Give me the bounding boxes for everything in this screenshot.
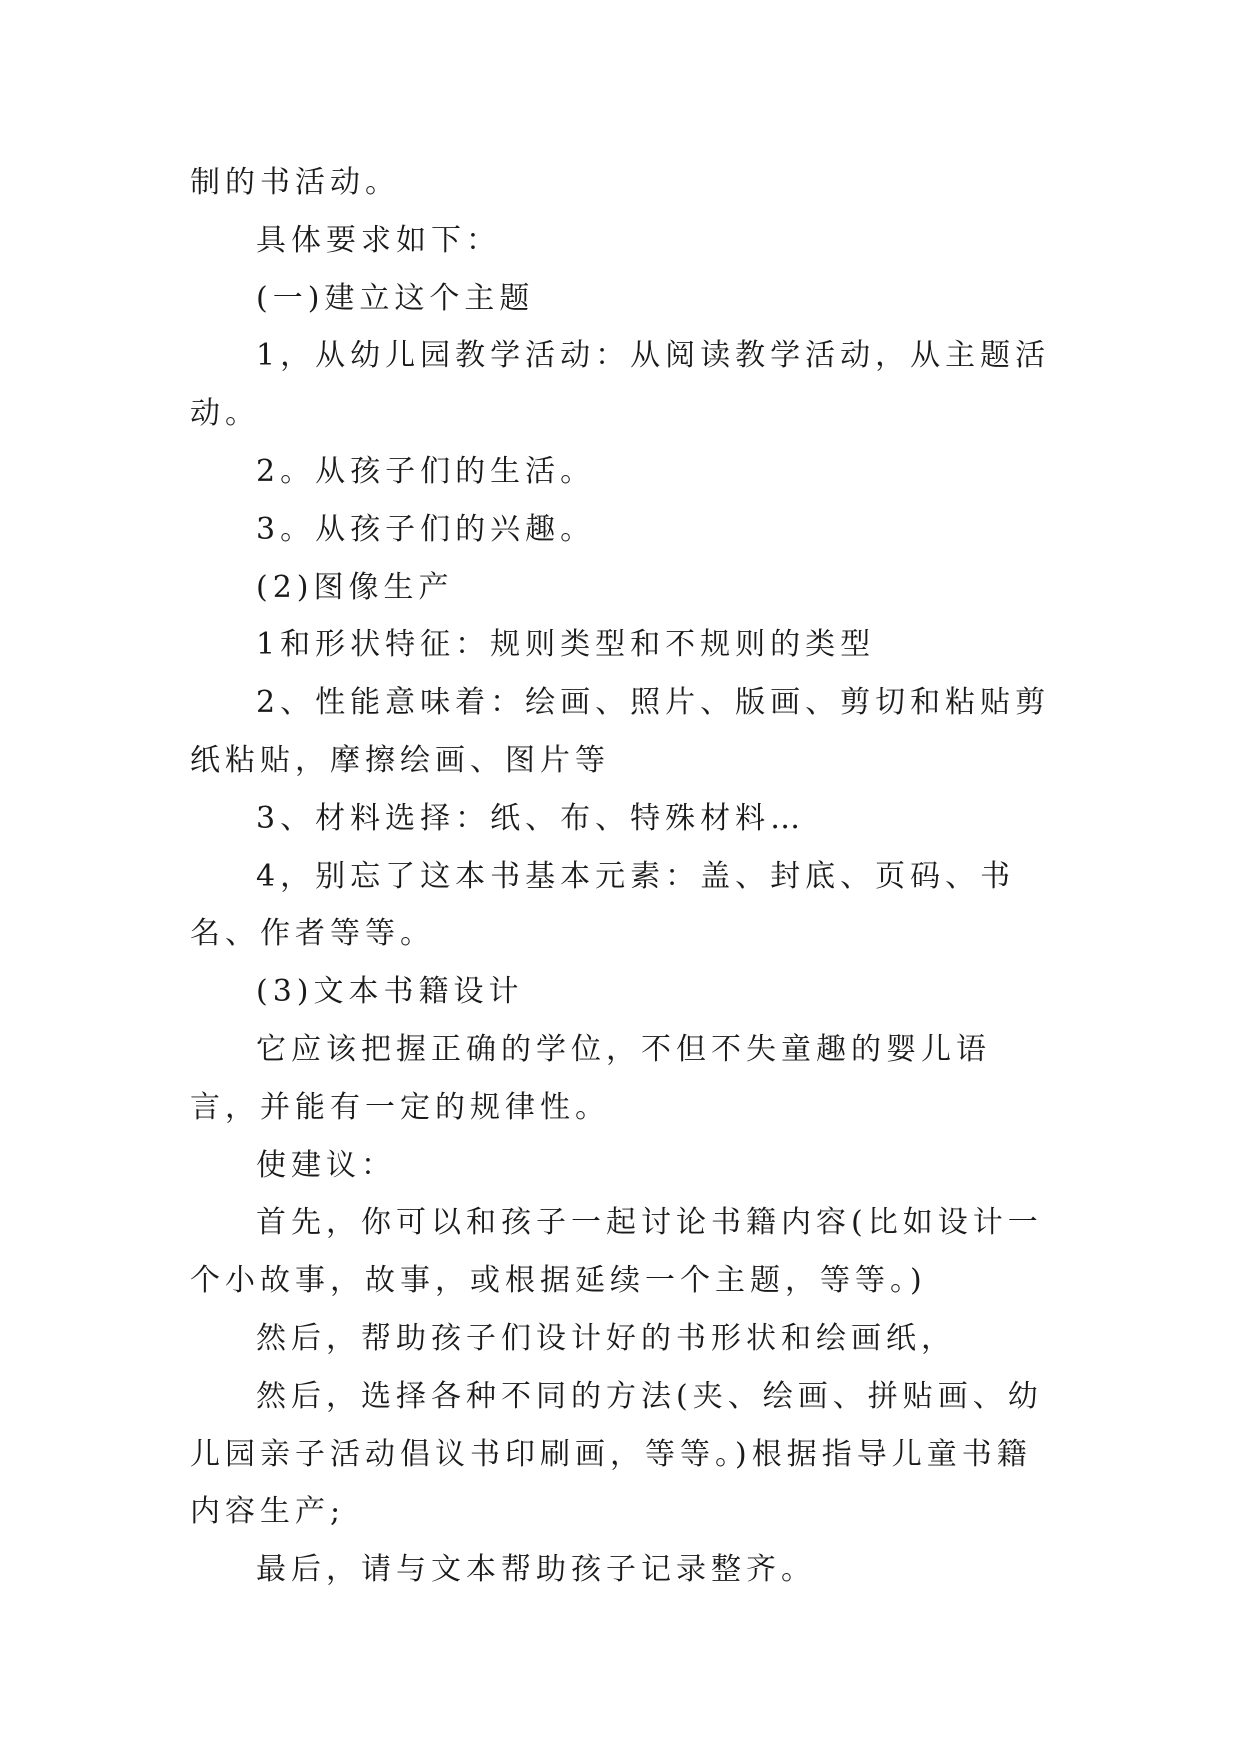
section-heading: (一)建立这个主题	[256, 280, 535, 316]
list-item: 2。从孩子们的生活。	[256, 453, 596, 489]
section-heading: (3)文本书籍设计	[256, 974, 524, 1010]
paragraph: 制的书活动。	[190, 165, 400, 200]
paragraph: 具体要求如下：	[256, 222, 501, 258]
paragraph: 最后，请与文本帮助孩子记录整齐。	[256, 1552, 816, 1588]
paragraph: 首先，你可以和孩子一起讨论书籍内容(比如设计一个小故事，故事，或根据延续一个主题，等等。)	[190, 1205, 1043, 1299]
paragraph: 然后，选择各种不同的方法(夹、绘画、拼贴画、幼儿园亲子活动倡议书印刷画，等等。)根据指导儿童书籍内容生产;	[190, 1378, 1043, 1530]
list-item: 3、材料选择：纸、布、特殊材料…	[256, 800, 806, 836]
paragraph: 它应该把握正确的学位，不但不失童趣的婴儿语言，并能有一定的规律性。	[190, 1031, 991, 1125]
document-body	[190, 154, 1060, 1599]
list-item: 1，从幼儿园教学活动：从阅读教学活动，从主题活动。	[190, 338, 1051, 432]
paragraph: 然后，帮助孩子们设计好的书形状和绘画纸，	[256, 1320, 956, 1356]
list-item: 1和形状特征：规则类型和不规则的类型	[256, 627, 876, 663]
list-item: 3。从孩子们的兴趣。	[256, 511, 596, 547]
section-heading: (2)图像生产	[256, 569, 454, 605]
list-item: 4，别忘了这本书基本元素：盖、封底、页码、书名、作者等等。	[190, 858, 1016, 952]
paragraph: 使建议：	[256, 1147, 396, 1183]
list-item: 2、性能意味着：绘画、照片、版画、剪切和粘贴剪纸粘贴，摩擦绘画、图片等	[190, 685, 1051, 778]
